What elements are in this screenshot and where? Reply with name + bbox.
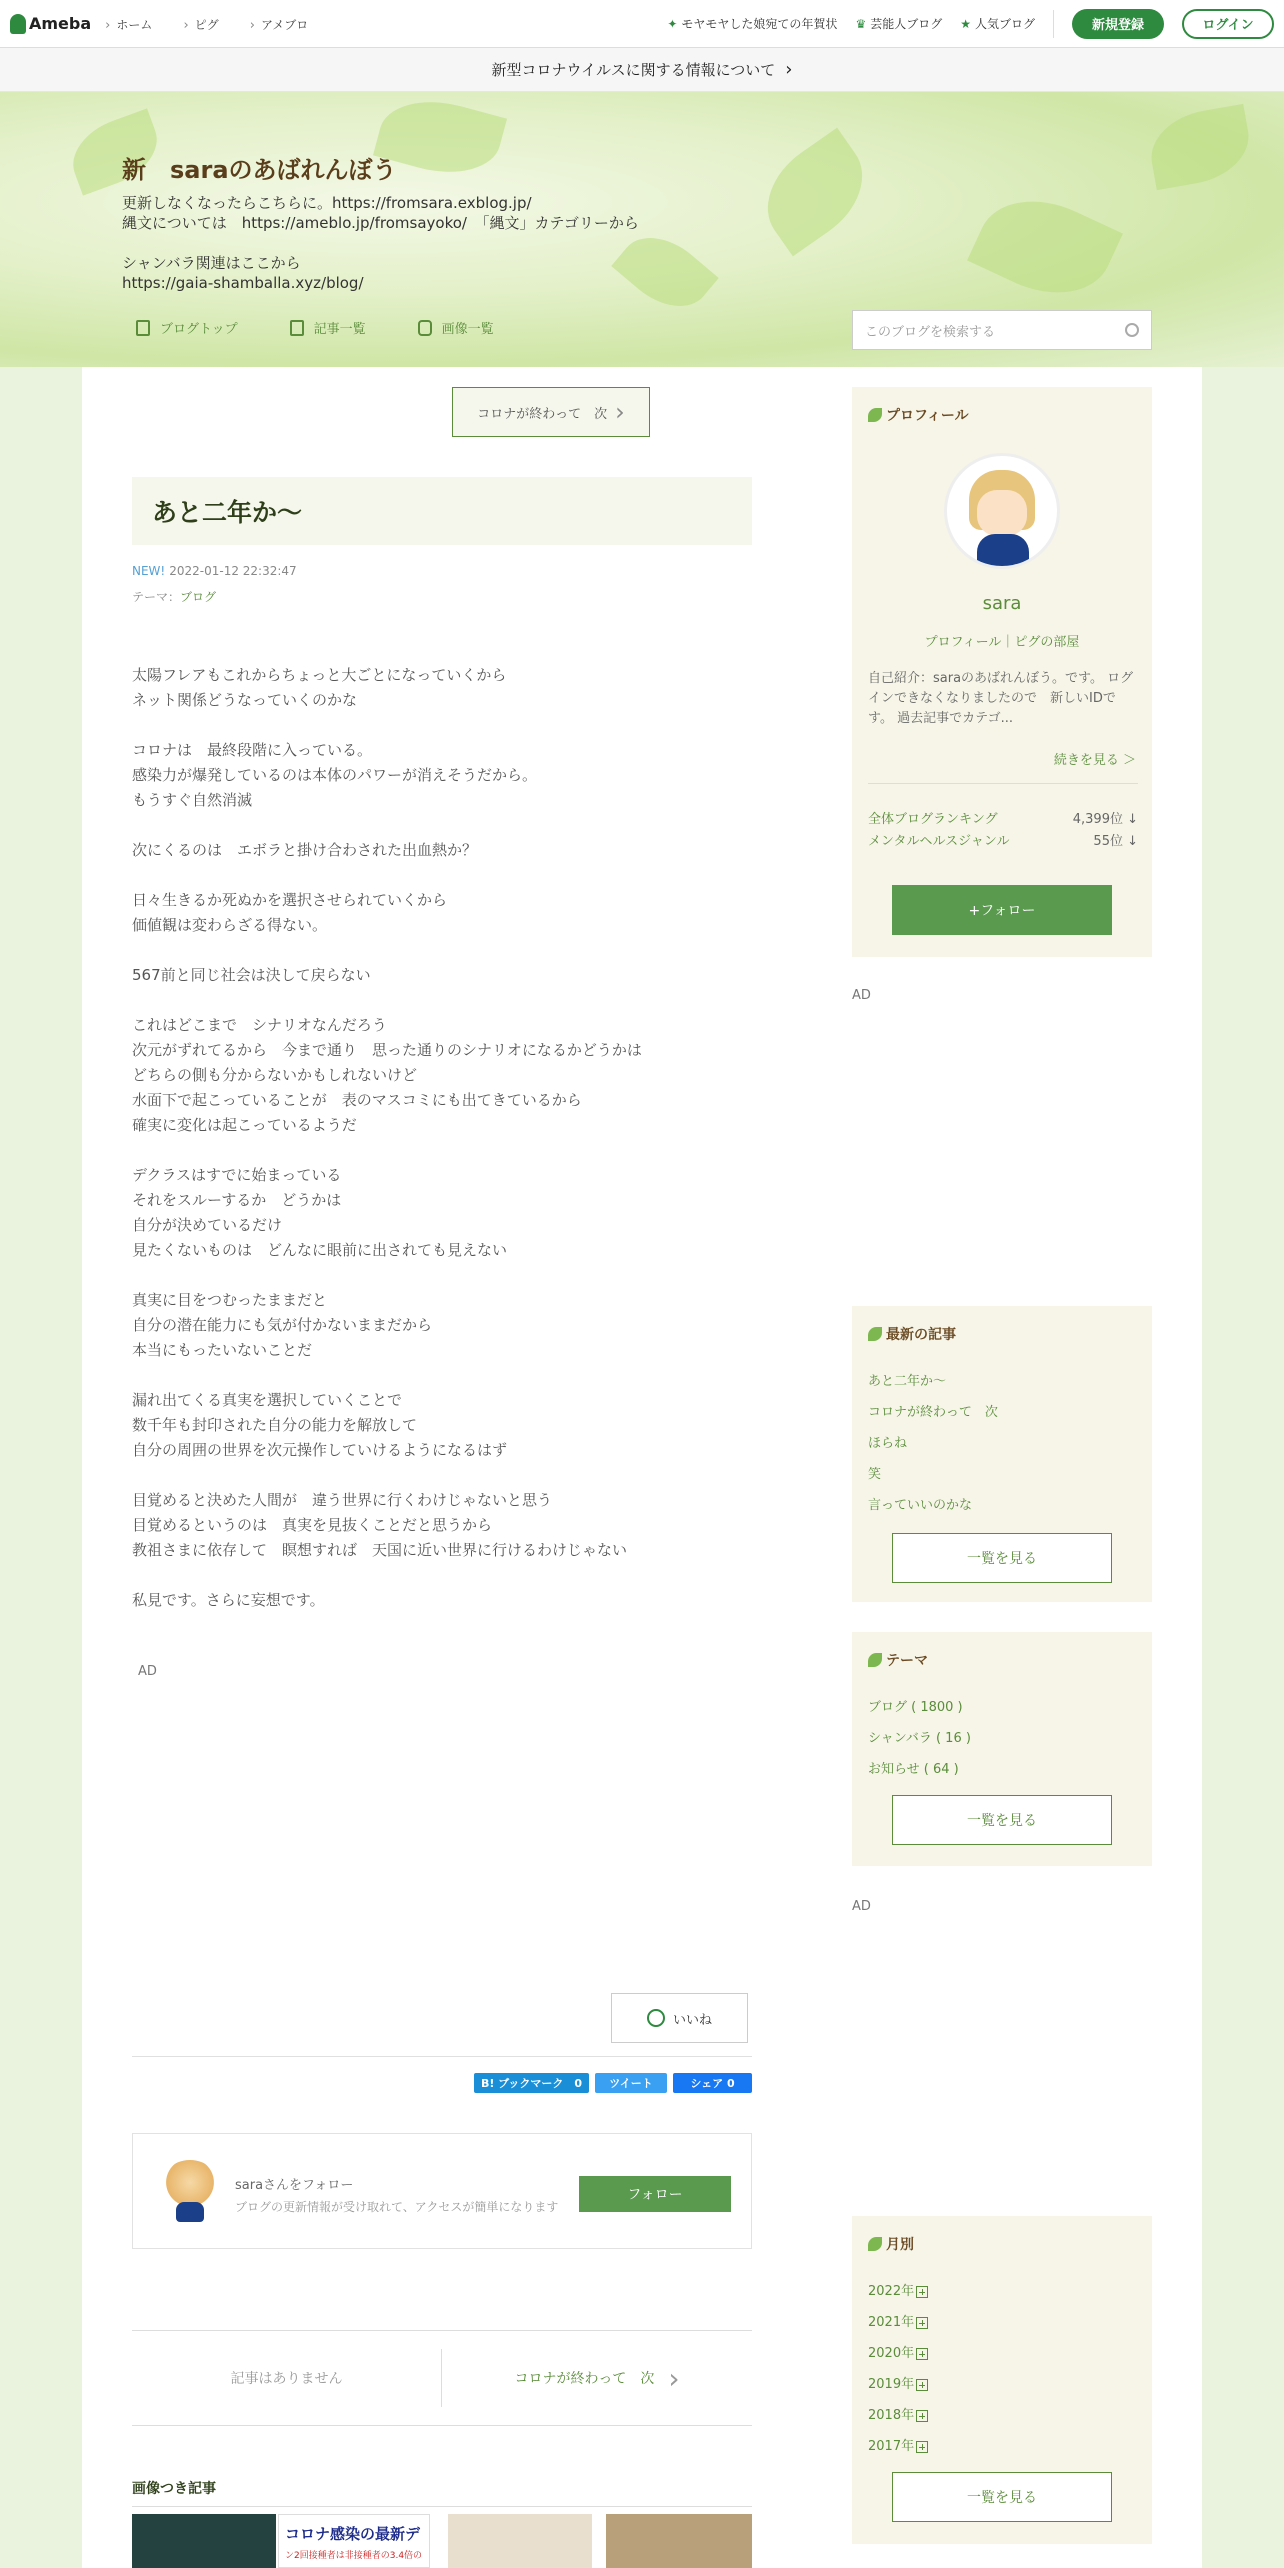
camera-icon	[418, 320, 432, 336]
recent-articles-widget	[852, 1306, 1152, 1602]
chevron-right-icon: ›	[615, 398, 625, 426]
themes-heading: テーマ	[868, 1650, 928, 1670]
smile-icon	[647, 2009, 665, 2027]
divider	[868, 783, 1138, 784]
register-button[interactable]: 新規登録	[1072, 9, 1164, 39]
article-body: 太陽フレアもこれからちょっと大ごとになっていくから ネット関係どうなっていくのかな コロナは 最終段階に入っている。 感染力が爆発しているのは本体のパワーが消えそうだから。 もうすぐ自然消滅 次にくるのは エボラと掛け合わされた出血熱か？ 日々生きるか死ぬかを選択させられていくから 価値観は変わらざる得ない。 567前と同じ社会は決して戻らない これはどこまで シナリオなんだろう 次元がずれてるから 今まで通り 思った通りのシナリオになるかどうかは どちらの側も分からないかもしれないけど 水面下で起こっていることが 表のマスコミにも出てきているから 確実に変化は起こっているようだ デクラスはすでに始まっている それをスルーするか どうかは 自分が決めているだけ 見たくないものは どんなに眼前に出されても見えない 真実に目をつむったままだと 自分の潜在能力にも気が付かないままだから 本当にもったいないことだ 漏れ出てくる真実を選択していくことで 数千年も封印された自分の能力を解放して 自分の周囲の世界を次元操作していけるようになるはず 目覚めると決めた人間が 違う世界に行くわけじゃないと思う 目覚めるというのは 真実を見抜くことだと思うから 教祖さまに依存して 瞑想すれば 天国に近い世界に行けるわけじゃない 私見です。さらに妄想です。	[132, 666, 642, 1609]
article-meta	[132, 564, 297, 578]
avatar-face	[977, 490, 1027, 536]
search-icon[interactable]	[1125, 323, 1139, 337]
ad-label: AD	[138, 1664, 157, 1679]
ranking-genre[interactable]: メンタルヘルスジャンル 55位 ↓	[868, 834, 1138, 849]
link-nengajo[interactable]: ✦ モヤモヤした娘宛ての年賀状	[667, 16, 838, 31]
global-header	[0, 0, 1284, 48]
image-articles-heading: 画像つき記事	[132, 2478, 752, 2507]
themes-widget	[852, 1632, 1152, 1866]
blog-nav-articles[interactable]: 記事一覧	[290, 318, 366, 337]
blog-description: 更新しなくなったらこちらに。https://fromsara.exblog.jp/ 縄文については https://ameblo.jp/fromsayoko/ 「縄文」カテゴリーから シャンバラ関連はここから https://gaia-shamballa.xyz/blog/	[122, 194, 639, 292]
leaf-decoration	[967, 179, 1123, 316]
themes-more-button[interactable]: 一覧を見る	[892, 1795, 1112, 1845]
facebook-share-button[interactable]: シェア 0	[673, 2073, 752, 2093]
ad-label: AD	[852, 988, 871, 1003]
ameba-logo[interactable]: Ameba	[10, 14, 91, 34]
follow-title: saraさんをフォロー	[235, 2178, 354, 2193]
image-article-thumb[interactable]	[132, 2514, 276, 2568]
like-button[interactable]: いいね	[611, 1993, 748, 2043]
nav-home[interactable]: › ホーム	[105, 18, 152, 32]
profile-intro: 自己紹介：saraのあばれんぼう。です。 ログインできなくなりましたので 新しいIDです。 過去記事でカテゴ...	[868, 671, 1134, 726]
leaf-icon	[868, 408, 882, 422]
month-item[interactable]: 2022年	[868, 2276, 928, 2307]
monthly-heading: 月別	[868, 2234, 914, 2254]
ranking-overall[interactable]: 全体ブログランキング 4,399位 ↓	[868, 812, 1138, 827]
covid-notice-link[interactable]: 新型コロナウイルスに関する情報について ›	[0, 48, 1284, 92]
expand-icon[interactable]	[916, 2441, 928, 2453]
recent-item[interactable]: 言っていいのかな	[868, 1498, 973, 1513]
theme-item[interactable]: ブログ ( 1800 )	[868, 1700, 963, 1715]
recent-item[interactable]: ほらね	[868, 1436, 908, 1451]
recent-item[interactable]: コロナが終わって 次	[868, 1405, 998, 1420]
document-icon	[136, 320, 150, 336]
expand-icon[interactable]	[916, 2410, 928, 2422]
theme-link[interactable]: ブログ	[180, 590, 217, 604]
global-nav	[105, 14, 334, 33]
chevron-right-icon: ›	[785, 59, 793, 80]
sidebar-follow-button[interactable]: +フォロー	[892, 885, 1112, 935]
ameba-logo-icon	[10, 14, 26, 34]
follow-box	[132, 2133, 752, 2249]
monthly-list	[868, 2276, 928, 2462]
star-filled-icon: ★	[960, 16, 971, 31]
prev-article: 記事はありません	[132, 2349, 442, 2407]
monthly-archive-widget	[852, 2216, 1152, 2544]
recent-list	[868, 1366, 998, 1521]
star-icon: ✦	[667, 16, 678, 31]
image-article-thumb[interactable]	[278, 2514, 430, 2568]
theme-item[interactable]: お知らせ ( 64 )	[868, 1762, 959, 1777]
login-button[interactable]: ログイン	[1182, 9, 1274, 39]
recent-item[interactable]: 笑	[868, 1467, 882, 1482]
header-divider	[1053, 10, 1054, 38]
article-theme: テーマ：ブログ	[132, 590, 217, 604]
month-item[interactable]: 2018年	[868, 2400, 928, 2431]
expand-icon[interactable]	[916, 2348, 928, 2360]
new-badge: NEW!	[132, 564, 166, 578]
monthly-more-button[interactable]: 一覧を見る	[892, 2472, 1112, 2522]
expand-icon[interactable]	[916, 2286, 928, 2298]
article-date: 2022-01-12 22:32:47	[169, 564, 297, 578]
follow-button[interactable]: フォロー	[579, 2176, 731, 2212]
header-right	[667, 9, 1274, 39]
blog-search-input[interactable]: このブログを検索する	[852, 310, 1152, 350]
leaf-decoration	[747, 128, 883, 257]
copy-icon	[290, 320, 304, 336]
article-pager	[132, 2330, 752, 2426]
next-article-link[interactable]: コロナが終わって 次 ›	[514, 2361, 680, 2395]
profile-heading: プロフィール	[868, 405, 969, 425]
link-celebrity-blog[interactable]: ♛ 芸能人ブログ	[855, 16, 943, 31]
profile-links[interactable]: プロフィール｜ピグの部屋	[924, 635, 1080, 650]
article-title[interactable]: あと二年か～	[132, 477, 752, 545]
image-article-thumb[interactable]	[606, 2514, 752, 2568]
nav-ameblo[interactable]: › アメブロ	[250, 18, 308, 32]
avatar-clothes	[977, 534, 1029, 569]
ad-label: AD	[852, 1899, 871, 1914]
expand-icon[interactable]	[916, 2379, 928, 2391]
avatar	[158, 2160, 222, 2224]
recent-more-button[interactable]: 一覧を見る	[892, 1533, 1112, 1583]
profile-name[interactable]: sara	[982, 593, 1022, 614]
image-article-thumb[interactable]	[448, 2514, 592, 2568]
leaf-decoration	[1145, 104, 1256, 190]
chevron-right-icon: ›	[668, 2361, 680, 2395]
blog-nav	[136, 318, 494, 337]
theme-item[interactable]: シャンバラ ( 16 )	[868, 1731, 971, 1746]
month-item[interactable]: 2019年	[868, 2369, 928, 2400]
month-item[interactable]: 2017年	[868, 2431, 928, 2462]
recent-heading: 最新の記事	[868, 1324, 956, 1344]
nav-pigg[interactable]: › ピグ	[183, 18, 218, 32]
profile-more-link[interactable]: 続きを見る ＞	[1053, 753, 1136, 768]
leaf-icon	[868, 1327, 882, 1341]
blog-nav-top[interactable]: ブログトップ	[136, 318, 238, 337]
profile-widget	[852, 387, 1152, 957]
divider	[132, 2056, 752, 2057]
blog-title[interactable]: 新 saraのあばれんぼう	[122, 156, 397, 184]
thumb-subtitle: ン2回接種者は非接種者の3.4倍の	[285, 2551, 423, 2561]
themes-list	[868, 1692, 971, 1785]
blog-nav-images[interactable]: 画像一覧	[418, 318, 494, 337]
month-item[interactable]: 2021年	[868, 2307, 928, 2338]
leaf-icon	[868, 2237, 882, 2251]
expand-icon[interactable]	[916, 2317, 928, 2329]
recent-item[interactable]: あと二年か～	[868, 1374, 947, 1389]
follow-subtitle: ブログの更新情報が受け取れて、アクセスが簡単になります	[235, 2200, 559, 2214]
crown-icon: ♛	[855, 16, 867, 31]
leaf-icon	[868, 1653, 882, 1667]
tweet-button[interactable]: ツイート	[595, 2073, 667, 2093]
hatena-bookmark-button[interactable]: B! ブックマーク 0	[474, 2073, 589, 2093]
thumb-title: コロナ感染の最新デ	[285, 2525, 421, 2543]
profile-avatar[interactable]	[944, 453, 1060, 569]
month-item[interactable]: 2020年	[868, 2338, 928, 2369]
link-popular-blog[interactable]: ★ 人気ブログ	[960, 16, 1035, 31]
next-article-button[interactable]: コロナが終わって 次 ›	[452, 387, 650, 437]
